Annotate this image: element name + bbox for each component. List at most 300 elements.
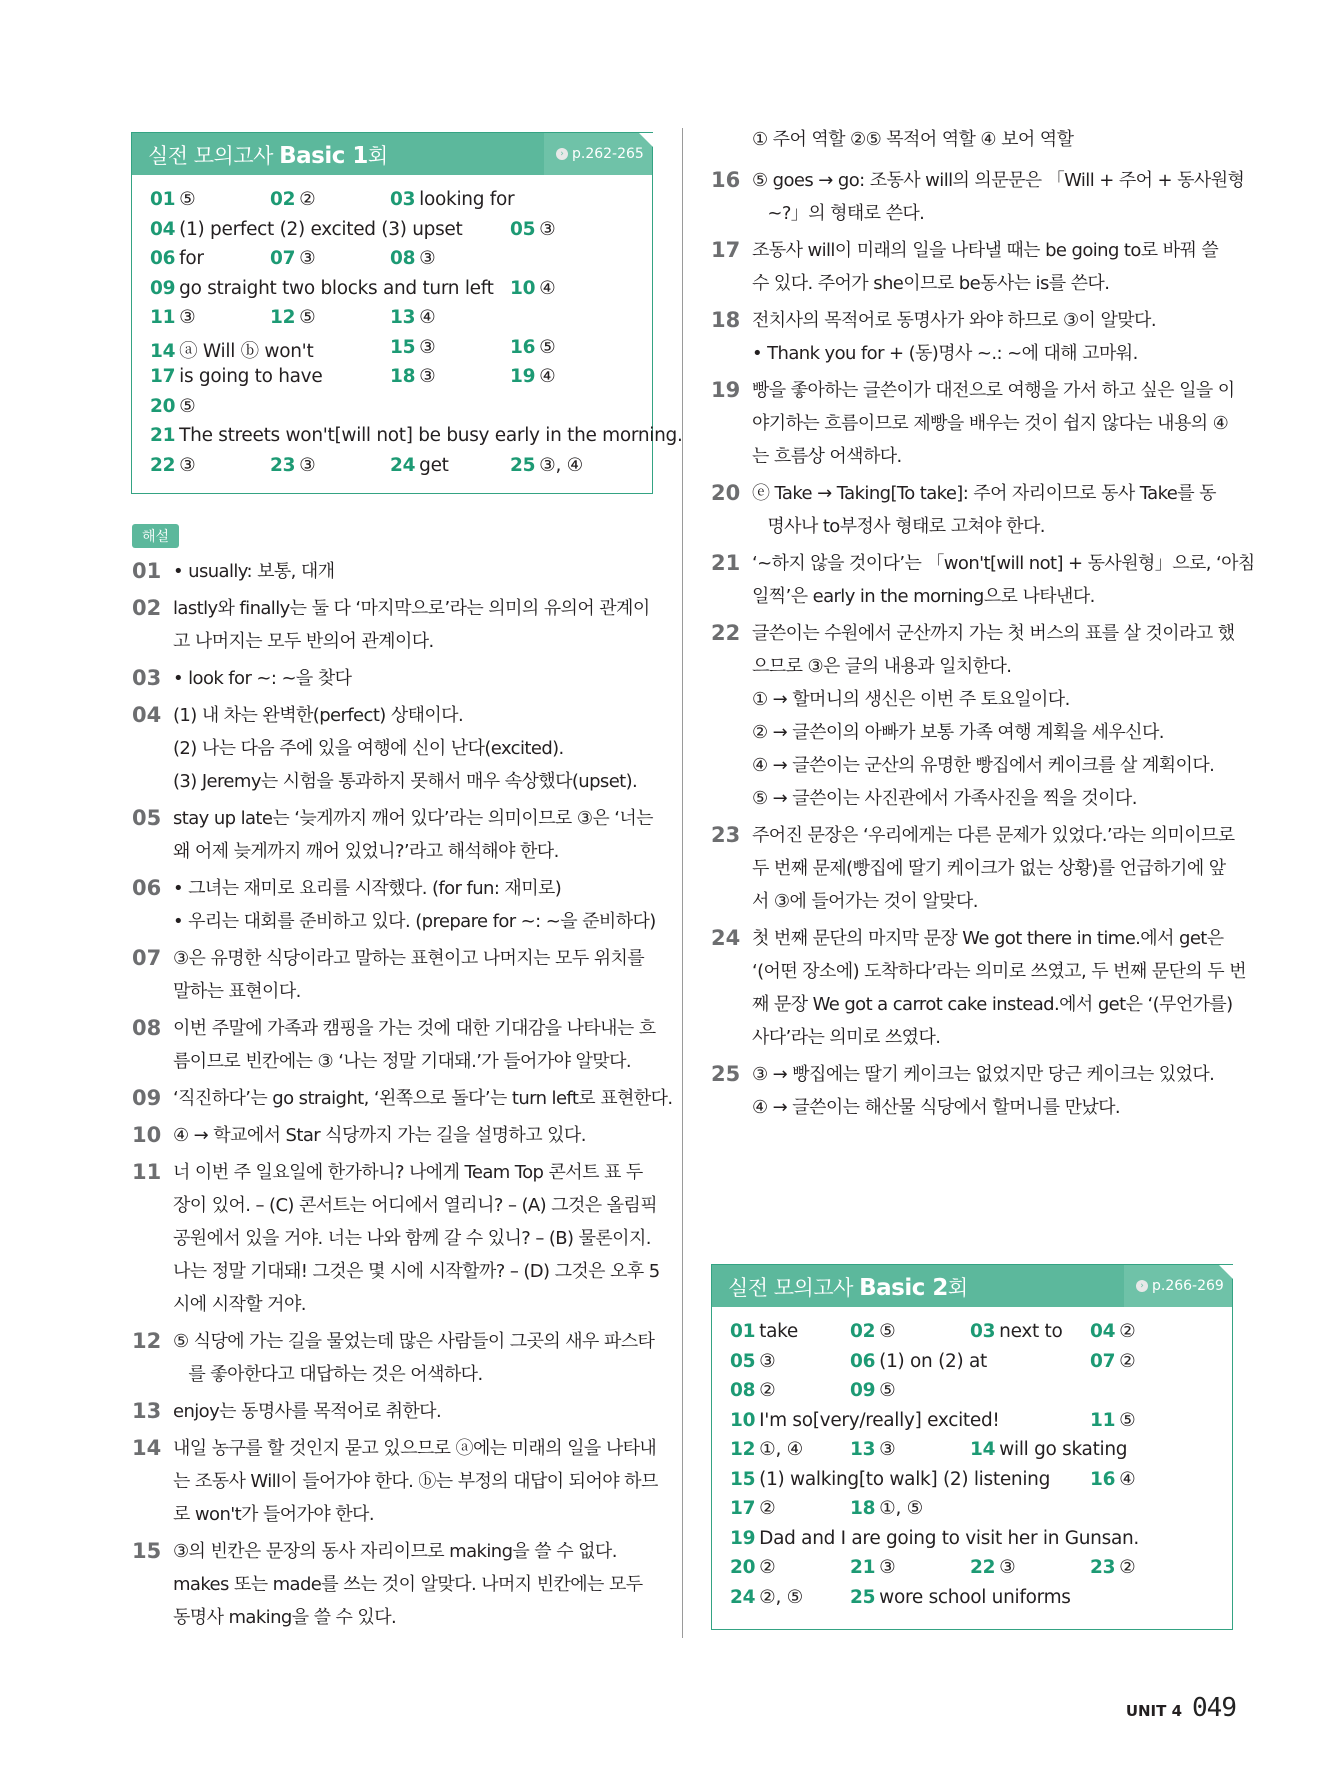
answer-item — [150, 248, 204, 269]
answer-text: ⑤ — [539, 336, 556, 358]
answer-item — [390, 455, 449, 476]
answer-text: ⑤ — [1119, 1409, 1136, 1431]
explanation-line: ⑤ goes → go: 조동사 will의 의문문은 「Will + 주어 + 동사원형 — [752, 170, 1245, 191]
explanation-item — [132, 1325, 660, 1391]
answer-number: 19 — [510, 366, 536, 387]
explanation-line: 말하는 표현이다. — [173, 981, 301, 1002]
answer-text: ①, ⑤ — [879, 1498, 923, 1519]
explanation-item — [711, 617, 1241, 815]
explanation-line: 는 흐름상 어색하다. — [752, 446, 902, 467]
answer-text: ② — [1119, 1321, 1136, 1342]
answer-row — [150, 278, 642, 308]
explanation-line: (2) 나는 다음 주에 있을 여행에 신이 난다(excited). — [173, 738, 564, 759]
answer-item — [270, 307, 315, 328]
explanation-line: 너 이번 주 일요일에 한가하니? 나에게 Team Top 콘서트 표 두 — [173, 1162, 643, 1183]
answer-number: 06 — [150, 248, 176, 269]
explanation-number: 20 — [711, 481, 741, 505]
answer-number: 12 — [270, 307, 296, 328]
explanation-line: • Thank you for + (동)명사 ~.: ~에 대해 고마워. — [752, 343, 1138, 364]
answer-number: 01 — [150, 189, 176, 210]
answer-text: ⓐ Will ⓑ won't — [179, 340, 314, 362]
explanation-number: 13 — [132, 1399, 162, 1423]
explanation-line: 조동사 will이 미래의 일을 나타낼 때는 be going to로 바꿔 쓸 — [752, 240, 1219, 261]
answer-row — [730, 1321, 1222, 1351]
explanation-line: ④ → 학교에서 Star 식당까지 가는 길을 설명하고 있다. — [173, 1125, 586, 1146]
answer-number: 16 — [1090, 1468, 1116, 1490]
explanation-item — [132, 662, 660, 695]
explanation-line: 두 번째 문제(빵집에 딸기 케이크가 없는 상황)를 언급하기에 앞 — [752, 858, 1226, 879]
explanation-number: 23 — [711, 823, 741, 847]
answer-item — [1090, 1351, 1135, 1372]
explanation-line: lastly와 finally는 둘 다 ‘마지막으로’라는 의미의 유의어 관계이 — [173, 598, 650, 619]
answer-row — [150, 219, 642, 249]
answer-item — [730, 1469, 1050, 1490]
explanation-line: ⑤ → 글쓴이는 사진관에서 가족사진을 찍을 것이다. — [752, 788, 1137, 809]
answer-number: 14 — [150, 340, 176, 362]
explanation-item — [711, 164, 1245, 230]
explanation-number: 11 — [132, 1160, 162, 1184]
answer-text: ③, ④ — [539, 454, 583, 476]
explanation-line: ‘직진하다’는 go straight, ‘왼쪽으로 돌다’는 turn left로 표현한다. — [173, 1088, 673, 1109]
answer-number: 03 — [390, 189, 416, 210]
explanation-item — [132, 1119, 660, 1152]
explanation-item — [711, 477, 1241, 543]
answer-text: ③ — [299, 454, 316, 476]
answer-number: 17 — [730, 1498, 756, 1519]
explanation-item — [711, 922, 1247, 1054]
explanation-number: 12 — [132, 1329, 162, 1353]
answer-text: ② — [1119, 1557, 1136, 1578]
answer-item — [730, 1557, 775, 1578]
answer-box-header — [712, 1265, 1232, 1307]
answer-text: next to — [999, 1321, 1063, 1342]
answer-number: 14 — [970, 1439, 996, 1460]
explanation-item — [711, 547, 1255, 613]
answer-box-basic-1 — [131, 132, 683, 494]
answer-row — [150, 425, 683, 455]
explanation-line: ⓔ Take → Taking[To take]: 주어 자리이므로 동사 Take를 동 — [752, 483, 1216, 504]
explanation-line: ~?」의 형태로 쓴다. — [752, 203, 925, 224]
explanation-line: 름이므로 빈칸에는 ③ ‘나는 정말 기대돼.’가 들어가야 알맞다. — [173, 1051, 631, 1072]
answer-number: 23 — [1090, 1557, 1116, 1578]
answer-item — [850, 1321, 895, 1342]
explanation-line: 왜 어제 늦게까지 깨어 있었니?’라고 해석해야 한다. — [173, 841, 559, 862]
right-explanations — [711, 123, 1255, 1128]
answer-text: (1) on (2) at — [879, 1350, 987, 1372]
answer-number: 10 — [510, 277, 536, 299]
answer-text: ③ — [539, 218, 556, 240]
answer-item — [850, 1351, 987, 1372]
explanation-line: 공원에서 있을 거야. 너는 나와 함께 갈 수 있니? – (B) 물론이지. — [173, 1228, 651, 1249]
page-reference: › p.262-265 — [544, 133, 652, 175]
explanation-tag: 해설 — [132, 524, 179, 548]
answer-text: ④ — [539, 277, 556, 299]
answer-number: 20 — [730, 1557, 756, 1578]
answer-row — [150, 337, 642, 367]
explanation-line: ③의 빈칸은 문장의 동사 자리이므로 making을 쓸 수 없다. — [173, 1541, 617, 1562]
explanation-number: 10 — [132, 1123, 162, 1147]
answer-box-title: 실전 모의고사 Basic 1회 — [148, 143, 388, 169]
explanation-number: 06 — [132, 876, 162, 900]
answer-number: 08 — [730, 1380, 756, 1401]
answer-number: 18 — [390, 366, 416, 387]
answer-item — [150, 366, 322, 387]
answer-row — [730, 1498, 1222, 1528]
explanation-line: ④ → 글쓴이는 해산물 식당에서 할머니를 만났다. — [752, 1097, 1121, 1118]
answer-text: ③ — [179, 454, 196, 476]
answer-item — [730, 1380, 775, 1401]
explanation-line: 으므로 ③은 글의 내용과 일치한다. — [752, 656, 1012, 677]
answer-text: get — [419, 454, 449, 476]
answer-item — [850, 1557, 895, 1578]
answer-item — [390, 189, 514, 210]
answer-box-title: 실전 모의고사 Basic 2회 — [728, 1275, 968, 1301]
answer-number: 13 — [390, 307, 416, 328]
answer-item — [390, 248, 435, 269]
answer-number: 25 — [510, 454, 536, 476]
answer-number: 05 — [510, 218, 536, 240]
answer-row — [150, 366, 642, 396]
answer-item — [510, 337, 555, 358]
explanation-line: 고 나머지는 모두 반의어 관계이다. — [173, 631, 434, 652]
answer-list — [150, 189, 683, 484]
answer-item — [510, 219, 555, 240]
answer-item — [510, 366, 555, 387]
answer-text: ② — [299, 189, 316, 210]
answer-text: ② — [759, 1498, 776, 1519]
answer-row — [730, 1351, 1222, 1381]
answer-row — [150, 455, 642, 485]
explanation-line: 주어진 문장은 ‘우리에게는 다른 문제가 있었다.’라는 의미이므로 — [752, 825, 1235, 846]
unit-label: UNIT 4 — [1125, 1702, 1183, 1720]
explanation-item — [132, 1432, 660, 1531]
explanation-number: 01 — [132, 559, 162, 583]
answer-text: ②, ⑤ — [759, 1586, 803, 1608]
answer-number: 15 — [390, 336, 416, 358]
answer-number: 07 — [270, 248, 296, 269]
answer-text: (1) walking[to walk] (2) listening — [759, 1468, 1051, 1490]
answer-number: 13 — [850, 1439, 876, 1460]
explanation-line: enjoy는 동명사를 목적어로 취한다. — [173, 1401, 442, 1422]
explanation-line: • 우리는 대회를 준비하고 있다. (prepare for ~: ~을 준비하다) — [173, 911, 656, 932]
explanation-number: 02 — [132, 596, 162, 620]
answer-item — [1090, 1321, 1135, 1342]
left-explanations — [132, 555, 673, 1638]
answer-number: 02 — [850, 1321, 876, 1342]
chevron-right-icon: › — [556, 148, 568, 160]
answer-item — [730, 1321, 798, 1342]
answer-item — [150, 425, 683, 446]
explanation-line: ⑤ 식당에 가는 길을 물었는데 많은 사람들이 그곳의 새우 파스타 — [173, 1331, 655, 1352]
answer-item — [970, 1557, 1015, 1578]
answer-number: 25 — [850, 1586, 876, 1608]
answer-number: 17 — [150, 366, 176, 387]
answer-text: ①, ④ — [759, 1439, 803, 1460]
answer-number: 06 — [850, 1350, 876, 1372]
explanation-line: 를 좋아한다고 대답하는 것은 어색하다. — [173, 1364, 483, 1385]
explanation-number: 22 — [711, 621, 741, 645]
answer-item — [150, 278, 494, 299]
answer-number: 11 — [150, 307, 176, 328]
explanation-number: 03 — [132, 666, 162, 690]
answer-item — [270, 189, 315, 210]
answer-text: ⑤ — [879, 1321, 896, 1342]
answer-text: ③ — [999, 1557, 1016, 1578]
answer-number: 09 — [850, 1380, 876, 1401]
answer-item — [1090, 1469, 1135, 1490]
explanation-line: 일찍’은 early in the morning으로 나타낸다. — [752, 586, 1095, 607]
explanation-line: 야기하는 흐름이므로 제빵을 배우는 것이 쉽지 않다는 내용의 ④ — [752, 413, 1229, 434]
answer-number: 22 — [150, 454, 176, 476]
explanation-number: 05 — [132, 806, 162, 830]
answer-row — [150, 248, 642, 278]
answer-row — [730, 1528, 1222, 1558]
explanation-item — [132, 1012, 660, 1078]
explanation-item — [132, 1156, 660, 1321]
explanation-number: 04 — [132, 703, 162, 727]
answer-text: is going to have — [179, 366, 323, 387]
answer-text: ② — [759, 1557, 776, 1578]
answer-row — [150, 396, 642, 426]
answer-number: 16 — [510, 336, 536, 358]
answer-box-header — [132, 133, 652, 175]
answer-row — [150, 307, 642, 337]
answer-item — [150, 219, 462, 240]
explanation-line: ② → 글쓴이의 아빠가 보통 가족 여행 계획을 세우신다. — [752, 722, 1164, 743]
answer-row — [730, 1410, 1222, 1440]
explanation-line: ① 주어 역할 ②⑤ 목적어 역할 ④ 보어 역할 — [752, 129, 1074, 150]
explanation-line: (1) 내 차는 완벽한(perfect) 상태이다. — [173, 705, 464, 726]
answer-row — [730, 1469, 1222, 1499]
column-divider — [682, 128, 683, 1638]
answer-text: go straight two blocks and turn left — [179, 277, 494, 299]
answer-text: ② — [759, 1380, 776, 1401]
explanation-number: 07 — [132, 946, 162, 970]
answer-item — [730, 1410, 1000, 1431]
explanation-item — [132, 592, 660, 658]
explanation-item — [132, 1082, 673, 1115]
explanation-number: 15 — [132, 1539, 162, 1563]
answer-text: wore school uniforms — [879, 1586, 1071, 1608]
explanation-line: 내일 농구를 할 것인지 묻고 있으므로 ⓐ에는 미래의 일을 나타내 — [173, 1438, 657, 1459]
answer-text: will go skating — [999, 1439, 1128, 1460]
answer-text: looking for — [419, 189, 515, 210]
explanation-line: stay up late는 ‘늦게까지 깨어 있다’라는 의미이므로 ③은 ‘너는 — [173, 808, 653, 829]
answer-item — [510, 278, 555, 299]
explanation-line: 사다’라는 의미로 쓰였다. — [752, 1027, 941, 1048]
answer-number: 04 — [150, 218, 176, 240]
explanation-line: 나는 정말 기대돼! 그것은 몇 시에 시작할까? – (D) 그것은 오후 5 — [173, 1261, 660, 1282]
answer-item — [730, 1351, 775, 1372]
answer-text: The streets won't[will not] be busy early in the morning. — [179, 425, 683, 446]
explanation-line: 명사나 to부정사 형태로 고쳐야 한다. — [752, 516, 1045, 537]
explanation-number: 24 — [711, 926, 741, 950]
answer-item — [1090, 1557, 1135, 1578]
answer-text: ⑤ — [299, 307, 316, 328]
explanation-line: 첫 번째 문단의 마지막 문장 We got there in time.에서 get은 — [752, 928, 1224, 949]
answer-row — [730, 1380, 1222, 1410]
page-footer — [1126, 1693, 1236, 1723]
answer-item — [150, 396, 195, 417]
answer-number: 20 — [150, 395, 176, 417]
answer-number: 01 — [730, 1321, 756, 1342]
answer-row — [150, 189, 642, 219]
answer-text: ⑤ — [179, 395, 196, 417]
explanation-number: 16 — [711, 168, 741, 192]
explanation-item — [711, 1058, 1241, 1124]
answer-item — [850, 1439, 895, 1460]
answer-text: ④ — [539, 366, 556, 387]
explanation-line: ‘(어떤 장소에) 도착하다’라는 의미로 쓰였고, 두 번째 문단의 두 번 — [752, 961, 1247, 982]
answer-number: 12 — [730, 1439, 756, 1460]
answer-text: ② — [1119, 1350, 1136, 1372]
answer-text: ③ — [419, 366, 436, 387]
answer-text: ③ — [879, 1439, 896, 1460]
answer-number: 23 — [270, 454, 296, 476]
answer-number: 04 — [1090, 1321, 1116, 1342]
answer-number: 21 — [150, 425, 176, 446]
explanation-item — [132, 942, 660, 1008]
answer-text: take — [759, 1321, 798, 1342]
answer-item — [970, 1321, 1063, 1342]
explanation-number: 17 — [711, 238, 741, 262]
answer-item — [850, 1587, 1071, 1608]
explanation-number: 09 — [132, 1086, 162, 1110]
explanation-line: 는 조동사 Will이 들어가야 한다. ⓑ는 부정의 대답이 되어야 하므 — [173, 1471, 658, 1492]
explanation-item — [132, 1535, 660, 1634]
answer-number: 21 — [850, 1557, 876, 1578]
answer-item — [150, 189, 195, 210]
answer-item — [730, 1498, 775, 1519]
answer-text: ③ — [299, 248, 316, 269]
explanation-number: 19 — [711, 378, 741, 402]
answer-item — [150, 307, 195, 328]
explanation-line: 서 ③에 들어가는 것이 알맞다. — [752, 891, 978, 912]
explanation-line: 시에 시작할 거야. — [173, 1294, 306, 1315]
explanation-line: 글쓴이는 수원에서 군산까지 가는 첫 버스의 표를 살 것이라고 했 — [752, 623, 1235, 644]
explanation-line: makes 또는 made를 쓰는 것이 알맞다. 나머지 빈칸에는 모두 — [173, 1574, 643, 1595]
explanation-line: 동명사 making을 쓸 수 있다. — [173, 1607, 397, 1628]
answer-row — [730, 1557, 1222, 1587]
explanation-number: 08 — [132, 1016, 162, 1040]
answer-text: ③ — [179, 307, 196, 328]
explanation-item — [132, 872, 660, 938]
answer-number: 10 — [730, 1409, 756, 1431]
explanation-continued — [711, 123, 1241, 156]
answer-item — [270, 455, 315, 476]
answer-text: Dad and I are going to visit her in Gunsan. — [759, 1527, 1139, 1549]
page-number: 049 — [1192, 1693, 1236, 1723]
answer-number: 18 — [850, 1498, 876, 1519]
answer-item — [970, 1439, 1127, 1460]
answer-text: I'm so[very/really] excited! — [759, 1409, 1000, 1431]
explanation-line: • usually: 보통, 대개 — [173, 561, 335, 582]
answer-number: 03 — [970, 1321, 996, 1342]
answer-row — [730, 1439, 1222, 1469]
explanation-item — [132, 802, 660, 868]
answer-item — [390, 307, 435, 328]
explanation-item — [711, 304, 1241, 370]
answer-text: ③ — [419, 248, 436, 269]
answer-text: ④ — [419, 307, 436, 328]
explanation-number: 14 — [132, 1436, 162, 1460]
explanation-number: 25 — [711, 1062, 741, 1086]
explanation-line: ④ → 글쓴이는 군산의 유명한 빵집에서 케이크를 살 계획이다. — [752, 755, 1215, 776]
explanation-line: ③은 유명한 식당이라고 말하는 표현이고 나머지는 모두 위치를 — [173, 948, 645, 969]
answer-item — [390, 337, 435, 358]
explanation-item — [711, 819, 1241, 918]
explanation-line: 수 있다. 주어가 she이므로 be동사는 is를 쓴다. — [752, 273, 1110, 294]
explanation-line: ① → 할머니의 생신은 이번 주 토요일이다. — [752, 689, 1070, 710]
answer-item — [390, 366, 435, 387]
answer-text: for — [179, 248, 204, 269]
answer-list — [730, 1321, 1222, 1616]
explanation-line: 전치사의 목적어로 동명사가 와야 하므로 ③이 알맞다. — [752, 310, 1156, 331]
answer-number: 15 — [730, 1468, 756, 1490]
answer-number: 11 — [1090, 1409, 1116, 1431]
answer-item — [150, 337, 313, 363]
explanation-line: 째 문장 We got a carrot cake instead.에서 get은 ‘(무언가를) — [752, 994, 1233, 1015]
answer-number: 05 — [730, 1350, 756, 1372]
answer-number: 24 — [390, 454, 416, 476]
answer-text: ③ — [419, 336, 436, 358]
explanation-number: 21 — [711, 551, 741, 575]
explanation-item — [132, 1395, 660, 1428]
explanation-item — [132, 699, 660, 798]
explanation-line: 빵을 좋아하는 글쓴이가 대전으로 여행을 가서 하고 싶은 일을 이 — [752, 380, 1235, 401]
corner-notch — [639, 133, 653, 147]
answer-box-basic-2 — [711, 1264, 1233, 1630]
answer-item — [850, 1380, 895, 1401]
answer-number: 19 — [730, 1527, 756, 1549]
answer-item — [730, 1528, 1139, 1549]
answer-number: 09 — [150, 277, 176, 299]
answer-item — [730, 1587, 803, 1608]
answer-text: (1) perfect (2) excited (3) upset — [179, 218, 463, 240]
explanation-number: 18 — [711, 308, 741, 332]
answer-text: ③ — [759, 1350, 776, 1372]
answer-number: 08 — [390, 248, 416, 269]
explanation-item — [711, 234, 1241, 300]
explanation-line: • look for ~: ~을 찾다 — [173, 668, 352, 689]
answer-item — [730, 1439, 803, 1460]
explanation-line: • 그녀는 재미로 요리를 시작했다. (for fun: 재미로) — [173, 878, 562, 899]
answer-text: ④ — [1119, 1468, 1136, 1490]
answer-item — [510, 455, 583, 476]
explanation-line: 로 won't가 들어가야 한다. — [173, 1504, 374, 1525]
answer-number: 24 — [730, 1586, 756, 1608]
answer-item — [150, 455, 195, 476]
answer-row — [730, 1587, 1222, 1617]
page-reference: › p.266-269 — [1124, 1265, 1232, 1307]
answer-text: ⑤ — [879, 1380, 896, 1401]
explanation-item — [711, 374, 1241, 473]
answer-text: ⑤ — [179, 189, 196, 210]
answer-item — [270, 248, 315, 269]
answer-number: 07 — [1090, 1350, 1116, 1372]
explanation-line: 이번 주말에 가족과 캠핑을 가는 것에 대한 기대감을 나타내는 흐 — [173, 1018, 656, 1039]
explanation-line: 장이 있어. – (C) 콘서트는 어디에서 열리니? – (A) 그것은 올림픽 — [173, 1195, 658, 1216]
explanation-line: ③ → 빵집에는 딸기 케이크는 없었지만 당근 케이크는 있었다. — [752, 1064, 1215, 1085]
chevron-right-icon: › — [1136, 1280, 1148, 1292]
answer-text: ③ — [879, 1557, 896, 1578]
explanation-line: ‘~하지 않을 것이다’는 「won't[will not] + 동사원형」으로, ‘아침 — [752, 553, 1255, 574]
corner-notch — [1219, 1265, 1233, 1279]
answer-number: 22 — [970, 1557, 996, 1578]
explanation-item — [132, 555, 660, 588]
answer-item — [850, 1498, 923, 1519]
answer-number: 02 — [270, 189, 296, 210]
